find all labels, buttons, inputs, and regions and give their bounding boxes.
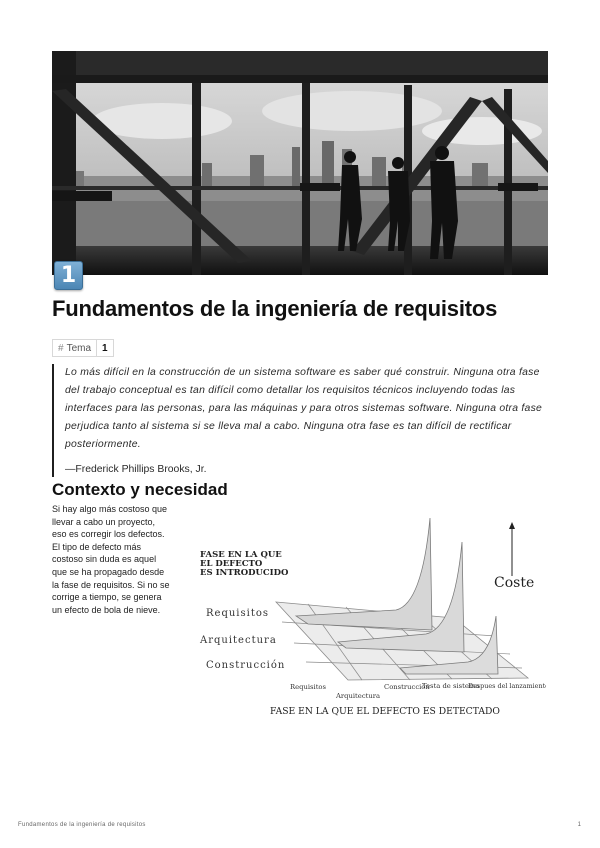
introduced-phase-requisitos: Requisitos — [206, 608, 269, 619]
detected-label: FASE EN LA QUE EL DEFECTO ES DETECTADO — [270, 706, 500, 717]
section-body: Si hay algo más costoso que llevar a cabo un proyecto, eso es corregir los defectos. El tipo de defecto más costoso sin duda es aquel que se ha propagado desde la fase de requisitos. Si no se corrige a tiempo, se genera un efecto de bola de nieve. — [52, 504, 170, 615]
tag-value: 1 — [96, 340, 113, 356]
detected-phase-requisitos: Requisitos — [290, 683, 327, 691]
introduced-label-line-3: ES INTRODUCIDO — [200, 568, 289, 578]
footer-page-number: 1 — [577, 822, 581, 828]
hash-icon: # — [58, 342, 64, 354]
quote-author: —Frederick Phillips Brooks, Jr. — [65, 464, 207, 475]
detected-phase-arquitectura: Arquitectura — [336, 692, 381, 700]
footer-document-title: Fundamentos de la ingeniería de requisitos — [18, 822, 146, 828]
page-title: Fundamentos de la ingeniería de requisitos — [52, 296, 498, 321]
epigraph-quote — [52, 364, 552, 477]
defect-cost-diagram — [196, 512, 546, 722]
introduced-label-line-1: FASE EN LA QUE — [200, 550, 282, 560]
introduced-phase-arquitectura: Arquitectura — [200, 635, 277, 646]
chapter-number-badge: 1 — [54, 261, 83, 290]
introduced-label-line-2: EL DEFECTO — [200, 559, 263, 569]
introduced-phase-construccion: Construcción — [206, 660, 286, 671]
cost-label: Coste — [494, 575, 535, 591]
hero-image — [52, 51, 548, 275]
arrow-up-icon — [509, 522, 515, 529]
detected-phase-testa-text: Testa de sistema — [422, 682, 480, 690]
topic-tag[interactable] — [52, 339, 114, 357]
quote-text: Lo más difícil en la construcción de un sistema software es saber qué construir. Ninguna otra fase del trabajo conceptual es tan difícil como detallar los requisitos técnicos incluyendo todas las interfaces para las personas, para las máquinas y para otros sistemas software. Ninguna otra fase perjudica tanto al sistema si se lleva mal a cabo. Ninguna otra fase es tan difícil de rectificar posteriormente. — [65, 367, 543, 450]
detected-phase-construccion: Construcción — [384, 683, 430, 691]
section-heading: Contexto y necesidad — [52, 480, 228, 499]
detected-phase-lanzamiento: Despues del lanzamiento — [468, 682, 546, 690]
tag-label: Tema — [66, 342, 92, 354]
office-skyline-photo — [52, 51, 548, 275]
